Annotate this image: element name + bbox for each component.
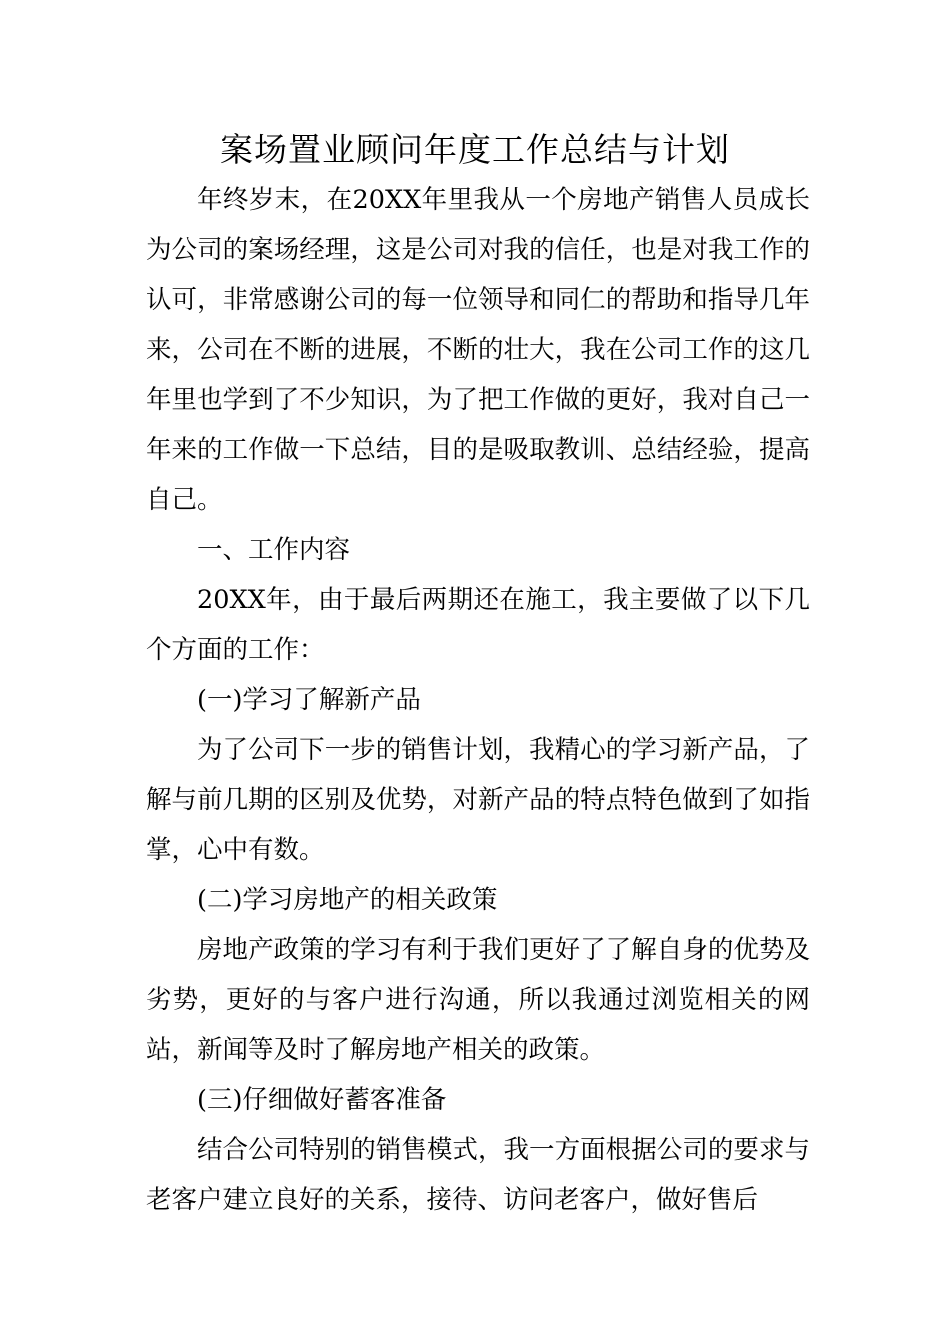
document-title: 案场置业顾问年度工作总结与计划 (220, 130, 730, 169)
subheading-learn-policies: (二)学习房地产的相关政策 (197, 885, 498, 915)
section-heading-work-content: 一、工作内容 (197, 535, 351, 565)
subheading-customer-preparation: (三)仔细做好蓄客准备 (197, 1085, 447, 1115)
paragraph-customer-preparation: 结合公司特别的销售模式，我一方面根据公司的要求与老客户建立良好的关系，接待、访问老客户，做好售后 (146, 1135, 810, 1215)
paragraph-learn-policies: 房地产政策的学习有利于我们更好了了解自身的优势及劣势，更好的与客户进行沟通，所以我通过浏览相关的网站，新闻等及时了解房地产相关的政策。 (146, 935, 810, 1065)
paragraph-learn-new-products: 为了公司下一步的销售计划，我精心的学习新产品，了解与前几期的区别及优势，对新产品的特点特色做到了如指掌，心中有数。 (146, 735, 810, 865)
document-body (146, 175, 810, 1225)
paragraph-work-overview: 20XX年，由于最后两期还在施工，我主要做了以下几个方面的工作： (146, 585, 810, 665)
paragraph-intro: 年终岁末，在20XX年里我从一个房地产销售人员成长为公司的案场经理，这是公司对我的信任，也是对我工作的认可，非常感谢公司的每一位领导和同仁的帮助和指导几年来，公司在不断的进展，不断的壮大，我在公司工作的这几年里也学到了不少知识，为了把工作做的更好，我对自己一年来的工作做一下总结，目的是吸取教训、总结经验，提高自己。 (146, 185, 810, 515)
subheading-learn-new-products: (一)学习了解新产品 (197, 685, 421, 715)
